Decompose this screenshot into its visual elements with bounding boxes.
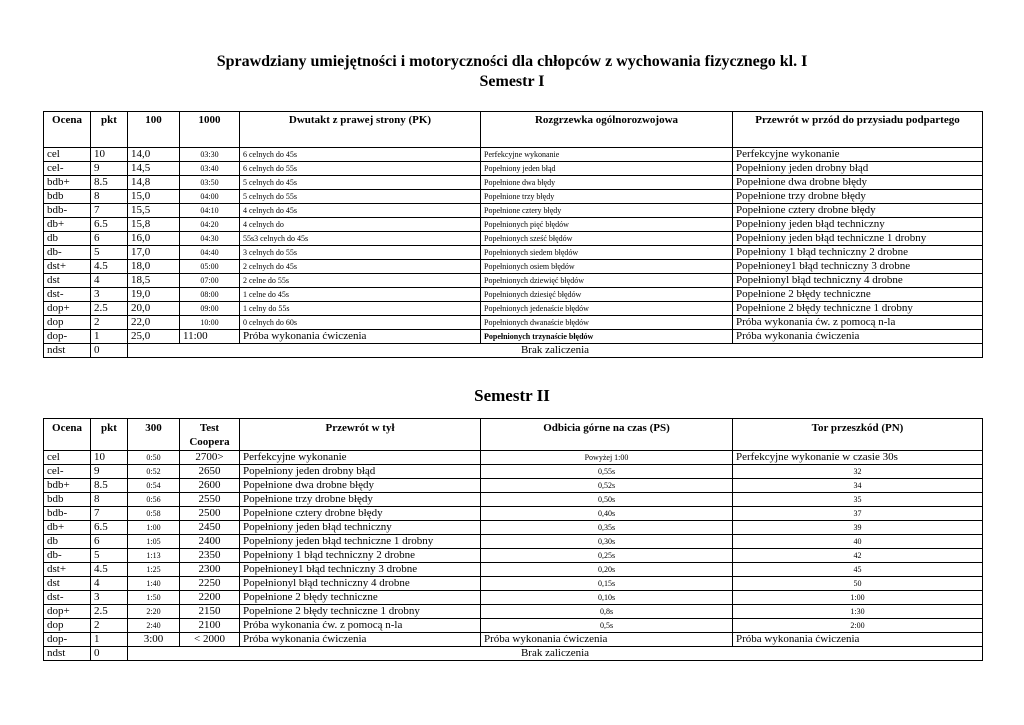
table-cell: Próba wykonania ćw. z pomocą n-la <box>733 316 983 330</box>
table-cell: Popełnionych dwanaście błędów <box>481 316 733 330</box>
table-cell: db- <box>44 246 91 260</box>
table-cell: Popełniony jeden błąd <box>481 162 733 176</box>
table-cell: ndst <box>44 344 91 358</box>
column-header: Test Coopera <box>180 419 240 451</box>
table-row <box>44 521 983 535</box>
table-cell: 04:30 <box>180 232 240 246</box>
table-cell: 10 <box>91 148 128 162</box>
column-header: Ocena <box>44 419 91 451</box>
table-cell: db- <box>44 549 91 563</box>
table-cell: bdb- <box>44 204 91 218</box>
table-cell: 05:00 <box>180 260 240 274</box>
table-cell: 32 <box>733 465 983 479</box>
table-cell: 3:00 <box>128 633 180 647</box>
table-cell: 2200 <box>180 591 240 605</box>
table-cell: 2150 <box>180 605 240 619</box>
table-cell: 6 <box>91 232 128 246</box>
column-header: Przewrót w przód do przysiadu podpartego <box>733 112 983 148</box>
table-cell: Popełniony jeden błąd techniczny <box>240 521 481 535</box>
table-cell: 2 <box>91 316 128 330</box>
table-cell: dst+ <box>44 260 91 274</box>
table-cell: 2500 <box>180 507 240 521</box>
table-cell: 1:13 <box>128 549 180 563</box>
table-cell: 8 <box>91 190 128 204</box>
table-cell: Brak zaliczenia <box>128 647 983 661</box>
table-cell: db+ <box>44 218 91 232</box>
table-cell: 6 celnych do 45s <box>240 148 481 162</box>
table-cell: Popełnione dwa błędy <box>481 176 733 190</box>
column-header: Dwutakt z prawej strony (PK) <box>240 112 481 148</box>
table-row <box>44 507 983 521</box>
table-cell: 1:40 <box>128 577 180 591</box>
table-cell: 04:20 <box>180 218 240 232</box>
table-cell: 14,8 <box>128 176 180 190</box>
table-cell: 2700> <box>180 451 240 465</box>
table-cell: 5 celnych do 45s <box>240 176 481 190</box>
table-cell: 2250 <box>180 577 240 591</box>
table-cell: 4 celnych do 45s <box>240 204 481 218</box>
table-cell: Perfekcyjne wykonanie w czasie 30s <box>733 451 983 465</box>
table-cell: 2 <box>91 619 128 633</box>
semester-1-table <box>43 111 983 358</box>
table-cell: 5 celnych do 55s <box>240 190 481 204</box>
table-cell: 0,25s <box>481 549 733 563</box>
document-title: Sprawdziany umiejętności i motoryczności dla chłopców z wychowania fizycznego kl. I <box>216 53 808 70</box>
semester-1-heading: Semestr I <box>479 73 545 90</box>
table-cell: 1:25 <box>128 563 180 577</box>
table-cell: 0:58 <box>128 507 180 521</box>
table-cell: dst- <box>44 591 91 605</box>
table-cell: Popełnionyl błąd techniczny 4 drobne <box>733 274 983 288</box>
table-cell: 2650 <box>180 465 240 479</box>
table-cell: Popełniony jeden błąd techniczny <box>733 218 983 232</box>
table-cell: 0,20s <box>481 563 733 577</box>
table-cell: 03:30 <box>180 148 240 162</box>
table-cell: bdb+ <box>44 176 91 190</box>
table-cell: 08:00 <box>180 288 240 302</box>
table-row <box>44 619 983 633</box>
table-cell: < 2000 <box>180 633 240 647</box>
table-cell: 09:00 <box>180 302 240 316</box>
table-cell: dst+ <box>44 563 91 577</box>
table-cell: dop <box>44 619 91 633</box>
table-cell: 03:50 <box>180 176 240 190</box>
table-cell: 04:40 <box>180 246 240 260</box>
table-cell: 0:50 <box>128 451 180 465</box>
table-cell: 4 <box>91 274 128 288</box>
table-cell: 10:00 <box>180 316 240 330</box>
table-cell: Popełnionyl błąd techniczny 4 drobne <box>240 577 481 591</box>
table-cell: 6 celnych do 55s <box>240 162 481 176</box>
table-cell: Popełnione 2 błędy techniczne 1 drobny <box>240 605 481 619</box>
table-cell: 14,5 <box>128 162 180 176</box>
table-cell: Próba wykonania ćw. z pomocą n-la <box>240 619 481 633</box>
table-cell: 0,50s <box>481 493 733 507</box>
table-cell: 0 celnych do 60s <box>240 316 481 330</box>
table-cell: Popełniony 1 błąd techniczny 2 drobne <box>240 549 481 563</box>
table-cell: Popełnione 2 błędy techniczne <box>733 288 983 302</box>
table-cell: Popełnione dwa drobne błędy <box>733 176 983 190</box>
table-cell: dst- <box>44 288 91 302</box>
table-cell: 8.5 <box>91 176 128 190</box>
table-row <box>44 535 983 549</box>
table-cell: 04:10 <box>180 204 240 218</box>
table-cell: 7 <box>91 507 128 521</box>
table-cell: Popełniony 1 błąd techniczny 2 drobne <box>733 246 983 260</box>
table-row <box>44 605 983 619</box>
table-cell: 8.5 <box>91 479 128 493</box>
table-cell: 03:40 <box>180 162 240 176</box>
semester-2-heading: Semestr II <box>474 386 550 405</box>
table-cell: cel- <box>44 465 91 479</box>
table-cell: Popełnionych osiem błędów <box>481 260 733 274</box>
table-cell: 10 <box>91 451 128 465</box>
table-cell: Perfekcyjne wykonanie <box>481 148 733 162</box>
table-cell: 1:50 <box>128 591 180 605</box>
table-cell: 40 <box>733 535 983 549</box>
table-cell: 18,0 <box>128 260 180 274</box>
table-row <box>44 274 983 288</box>
table-cell: bdb+ <box>44 479 91 493</box>
table-cell: bdb <box>44 493 91 507</box>
table-cell: 1 celny do 55s <box>240 302 481 316</box>
table-cell: 2:40 <box>128 619 180 633</box>
column-header: Tor przeszkód (PN) <box>733 419 983 451</box>
table-cell: 0,15s <box>481 577 733 591</box>
table-row <box>44 451 983 465</box>
table-row <box>44 647 983 661</box>
column-header: Odbicia górne na czas (PS) <box>481 419 733 451</box>
column-header: 1000 <box>180 112 240 148</box>
table-cell: bdb- <box>44 507 91 521</box>
semester-2-table <box>43 418 983 661</box>
table-cell: dst <box>44 274 91 288</box>
table-cell: Popełnione cztery drobne błędy <box>733 204 983 218</box>
table-cell: Popełniony jeden drobny błąd <box>733 162 983 176</box>
table-cell: 2400 <box>180 535 240 549</box>
table-cell: 2:20 <box>128 605 180 619</box>
table-row <box>44 577 983 591</box>
column-header: 300 <box>128 419 180 451</box>
table-cell: 2:00 <box>733 619 983 633</box>
table-cell: 0,10s <box>481 591 733 605</box>
table-cell: 11:00 <box>180 330 240 344</box>
table-cell: 4.5 <box>91 260 128 274</box>
column-header: Ocena <box>44 112 91 148</box>
table-cell: db+ <box>44 521 91 535</box>
table-cell: Popełnione trzy błędy <box>481 190 733 204</box>
table-cell: 0,40s <box>481 507 733 521</box>
table-cell: 6.5 <box>91 521 128 535</box>
table-cell: 50 <box>733 577 983 591</box>
table-cell: 1 <box>91 330 128 344</box>
table-cell: Popełnione cztery drobne błędy <box>240 507 481 521</box>
table-row <box>44 246 983 260</box>
table-cell: 0,30s <box>481 535 733 549</box>
table-cell: 2450 <box>180 521 240 535</box>
table-cell: 22,0 <box>128 316 180 330</box>
table-cell: cel- <box>44 162 91 176</box>
table-cell: Brak zaliczenia <box>128 344 983 358</box>
table-cell: 2600 <box>180 479 240 493</box>
table-cell: Popełnione trzy drobne błędy <box>240 493 481 507</box>
column-header: Rozgrzewka ogólnorozwojowa <box>481 112 733 148</box>
table-cell: Popełnionych jedenaście błędów <box>481 302 733 316</box>
table-header-row <box>44 112 983 148</box>
column-header: 100 <box>128 112 180 148</box>
table-header-row <box>44 419 983 451</box>
column-header: pkt <box>91 112 128 148</box>
table-cell: 55s3 celnych do 45s <box>240 232 481 246</box>
table-row <box>44 633 983 647</box>
table-cell: 35 <box>733 493 983 507</box>
table-cell: 0,35s <box>481 521 733 535</box>
table-cell: dst <box>44 577 91 591</box>
table-cell: Popełnionych dziewięć błędów <box>481 274 733 288</box>
table-cell: 2 celnych do 45s <box>240 260 481 274</box>
table-cell: Popełniony jeden błąd techniczne 1 drobny <box>733 232 983 246</box>
table-cell: 0:54 <box>128 479 180 493</box>
table-row <box>44 493 983 507</box>
table-row <box>44 176 983 190</box>
table-cell: dop- <box>44 633 91 647</box>
table-row <box>44 330 983 344</box>
table-cell: 0:56 <box>128 493 180 507</box>
table-cell: Próba wykonania ćwiczenia <box>733 330 983 344</box>
table-cell: 3 <box>91 591 128 605</box>
table-cell: Perfekcyjne wykonanie <box>733 148 983 162</box>
table-cell: 2 celne do 55s <box>240 274 481 288</box>
table-cell: Próba wykonania ćwiczenia <box>240 633 481 647</box>
table-cell: 0,5s <box>481 619 733 633</box>
table-cell: 2.5 <box>91 302 128 316</box>
table-row <box>44 190 983 204</box>
table-cell: 4 celnych do <box>240 218 481 232</box>
table-cell: 1:05 <box>128 535 180 549</box>
table-row <box>44 316 983 330</box>
table-cell: 6.5 <box>91 218 128 232</box>
table-cell: Popełnionych siedem błędów <box>481 246 733 260</box>
table-cell: 0,55s <box>481 465 733 479</box>
table-cell: 2100 <box>180 619 240 633</box>
table-cell: Popełnione trzy drobne błędy <box>733 190 983 204</box>
table-cell: 1:00 <box>128 521 180 535</box>
table-cell: 3 <box>91 288 128 302</box>
table-cell: Popełniony jeden błąd techniczne 1 drobny <box>240 535 481 549</box>
table-cell: 1 <box>91 633 128 647</box>
table-cell: 42 <box>733 549 983 563</box>
table-row <box>44 479 983 493</box>
table-cell: cel <box>44 451 91 465</box>
table-cell: 2550 <box>180 493 240 507</box>
table-cell: 0 <box>91 344 128 358</box>
table-cell: bdb <box>44 190 91 204</box>
table-cell: db <box>44 535 91 549</box>
column-header: pkt <box>91 419 128 451</box>
table-cell: 3 celnych do 55s <box>240 246 481 260</box>
table-cell: db <box>44 232 91 246</box>
table-cell: 18,5 <box>128 274 180 288</box>
table-row <box>44 344 983 358</box>
table-row <box>44 549 983 563</box>
table-cell: 34 <box>733 479 983 493</box>
table-row <box>44 260 983 274</box>
table-row <box>44 465 983 479</box>
table-cell: Perfekcyjne wykonanie <box>240 451 481 465</box>
table-cell: Popełnionych dziesięć błędów <box>481 288 733 302</box>
table-row <box>44 302 983 316</box>
table-cell: Popełnioney1 błąd techniczny 3 drobne <box>240 563 481 577</box>
table-cell: Popełnione 2 błędy techniczne 1 drobny <box>733 302 983 316</box>
table-cell: 8 <box>91 493 128 507</box>
table-cell: 25,0 <box>128 330 180 344</box>
table-cell: 20,0 <box>128 302 180 316</box>
table-cell: 7 <box>91 204 128 218</box>
column-header: Przewrót w tył <box>240 419 481 451</box>
table-cell: 15,0 <box>128 190 180 204</box>
table-cell: 5 <box>91 549 128 563</box>
table-row <box>44 162 983 176</box>
table-row <box>44 232 983 246</box>
table-cell: 0,8s <box>481 605 733 619</box>
table-cell: Popełnionych trzynaście błędów <box>481 330 733 344</box>
table-cell: Popełnione dwa drobne błędy <box>240 479 481 493</box>
table-cell: 2300 <box>180 563 240 577</box>
table-cell: Próba wykonania ćwiczenia <box>240 330 481 344</box>
table-cell: 0 <box>91 647 128 661</box>
table-row <box>44 591 983 605</box>
table-cell: 17,0 <box>128 246 180 260</box>
table-cell: Popełnione 2 błędy techniczne <box>240 591 481 605</box>
table-cell: dop+ <box>44 605 91 619</box>
table-cell: 07:00 <box>180 274 240 288</box>
table-cell: cel <box>44 148 91 162</box>
table-cell: Popełniony jeden drobny błąd <box>240 465 481 479</box>
table-cell: Powyżej 1:00 <box>481 451 733 465</box>
table-cell: 39 <box>733 521 983 535</box>
table-cell: 6 <box>91 535 128 549</box>
table-cell: 4.5 <box>91 563 128 577</box>
table-row <box>44 148 983 162</box>
table-row <box>44 204 983 218</box>
table-cell: 1 celne do 45s <box>240 288 481 302</box>
table-cell: dop- <box>44 330 91 344</box>
table-cell: 16,0 <box>128 232 180 246</box>
table-cell: 0,52s <box>481 479 733 493</box>
table-cell: 37 <box>733 507 983 521</box>
table-cell: 9 <box>91 465 128 479</box>
table-cell: dop+ <box>44 302 91 316</box>
table-row <box>44 563 983 577</box>
table-cell: 04:00 <box>180 190 240 204</box>
table-cell: 4 <box>91 577 128 591</box>
table-cell: dop <box>44 316 91 330</box>
table-cell: 2.5 <box>91 605 128 619</box>
table-row <box>44 218 983 232</box>
table-cell: Popełnione cztery błędy <box>481 204 733 218</box>
table-cell: 14,0 <box>128 148 180 162</box>
table-cell: 45 <box>733 563 983 577</box>
table-cell: Próba wykonania ćwiczenia <box>733 633 983 647</box>
table-row <box>44 288 983 302</box>
table-cell: 5 <box>91 246 128 260</box>
table-cell: Popełnionych pięć błędów <box>481 218 733 232</box>
table-cell: 1:00 <box>733 591 983 605</box>
table-cell: 15,5 <box>128 204 180 218</box>
table-cell: 19,0 <box>128 288 180 302</box>
table-cell: 15,8 <box>128 218 180 232</box>
table-cell: Próba wykonania ćwiczenia <box>481 633 733 647</box>
table-cell: 1:30 <box>733 605 983 619</box>
table-cell: Popełnioney1 błąd techniczny 3 drobne <box>733 260 983 274</box>
table-cell: ndst <box>44 647 91 661</box>
table-cell: 0:52 <box>128 465 180 479</box>
table-cell: 9 <box>91 162 128 176</box>
table-cell: 2350 <box>180 549 240 563</box>
table-cell: Popełnionych sześć błędów <box>481 232 733 246</box>
